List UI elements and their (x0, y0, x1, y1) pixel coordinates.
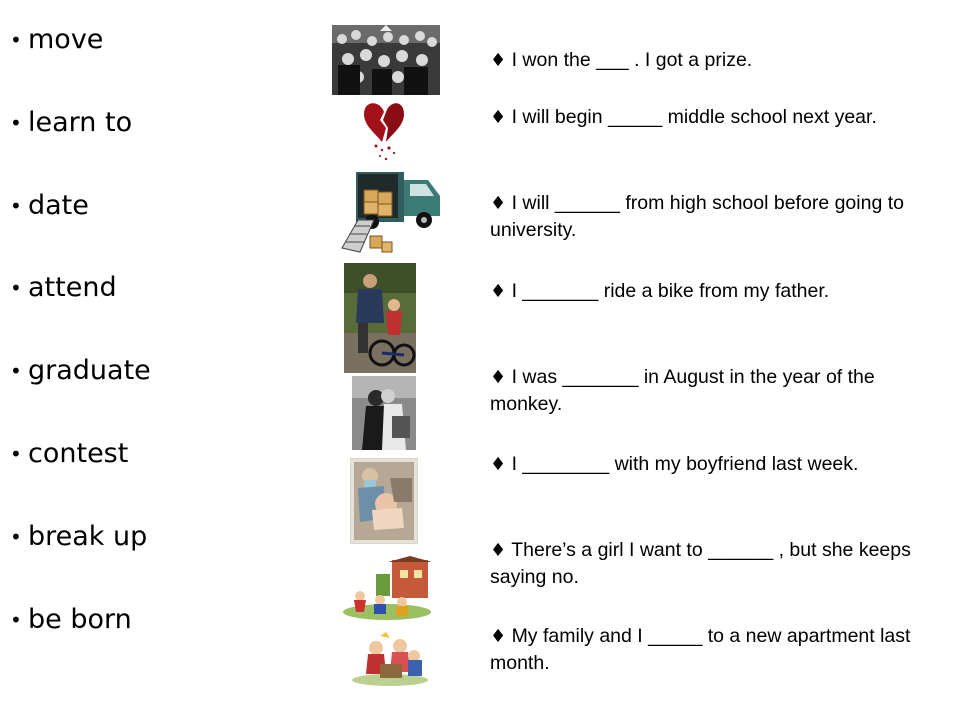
bullet-icon: • (10, 608, 22, 632)
vocabulary-word: graduate (28, 355, 151, 386)
sentence-item (490, 364, 930, 418)
vocabulary-word: contest (28, 438, 129, 469)
diamond-bullet-icon: ♦ (490, 454, 507, 475)
vocabulary-item (10, 602, 132, 638)
bullet-icon: • (10, 111, 22, 135)
vocabulary-word: move (28, 24, 104, 55)
vocabulary-word: break up (28, 521, 148, 552)
vocabulary-word: learn to (28, 107, 133, 138)
vocabulary-item (10, 22, 103, 58)
race-contest-cartoon (342, 556, 432, 620)
vocabulary-item (10, 519, 147, 555)
sentence-item (490, 537, 930, 591)
sentence-text: I _______ ride a bike from my father. (511, 280, 830, 302)
bullet-icon: • (10, 28, 22, 52)
moving-truck-icon (334, 160, 446, 254)
graduation-crowd-photo (332, 25, 440, 95)
diamond-bullet-icon: ♦ (490, 281, 507, 302)
dating-couple-photo (352, 376, 416, 450)
vocabulary-word: be born (28, 604, 132, 635)
vocabulary-item (10, 105, 132, 141)
sentence-item (490, 47, 930, 74)
bullet-icon: • (10, 194, 22, 218)
sentence-text: I won the ___ . I got a prize. (511, 49, 753, 71)
diamond-bullet-icon: ♦ (490, 367, 507, 388)
sentence-item (490, 451, 930, 478)
diamond-bullet-icon: ♦ (490, 626, 507, 647)
vocabulary-item (10, 353, 151, 389)
vocabulary-item (10, 188, 89, 224)
father-teaching-bike-photo (344, 263, 416, 373)
bullet-icon: • (10, 276, 22, 300)
diamond-bullet-icon: ♦ (490, 540, 507, 561)
vocabulary-word: date (28, 190, 89, 221)
sentence-text: I will ______ from high school before going to university. (490, 192, 904, 241)
sentence-item (490, 278, 930, 305)
sentence-text: My family and I _____ to a new apartment last month. (490, 625, 911, 674)
diamond-bullet-icon: ♦ (490, 50, 507, 71)
sentence-item (490, 623, 930, 677)
sentence-text: I ________ with my boyfriend last week. (511, 453, 859, 475)
school-children-cartoon (350, 630, 430, 688)
sentence-text: There’s a girl I want to ______ , but she keeps saying no. (490, 539, 911, 588)
diamond-bullet-icon: ♦ (490, 193, 507, 214)
vocabulary-item (10, 436, 128, 472)
sentence-item (490, 190, 930, 244)
vocabulary-item (10, 270, 117, 306)
newborn-baby-photo (350, 458, 418, 544)
broken-heart-icon (362, 98, 406, 162)
sentence-item (490, 104, 930, 131)
bullet-icon: • (10, 525, 22, 549)
bullet-icon: • (10, 359, 22, 383)
diamond-bullet-icon: ♦ (490, 107, 507, 128)
vocabulary-word: attend (28, 272, 117, 303)
bullet-icon: • (10, 442, 22, 466)
sentence-text: I will begin _____ middle school next year. (511, 106, 877, 128)
picture-column (320, 0, 450, 720)
sentence-text: I was _______ in August in the year of the monkey. (490, 366, 875, 415)
